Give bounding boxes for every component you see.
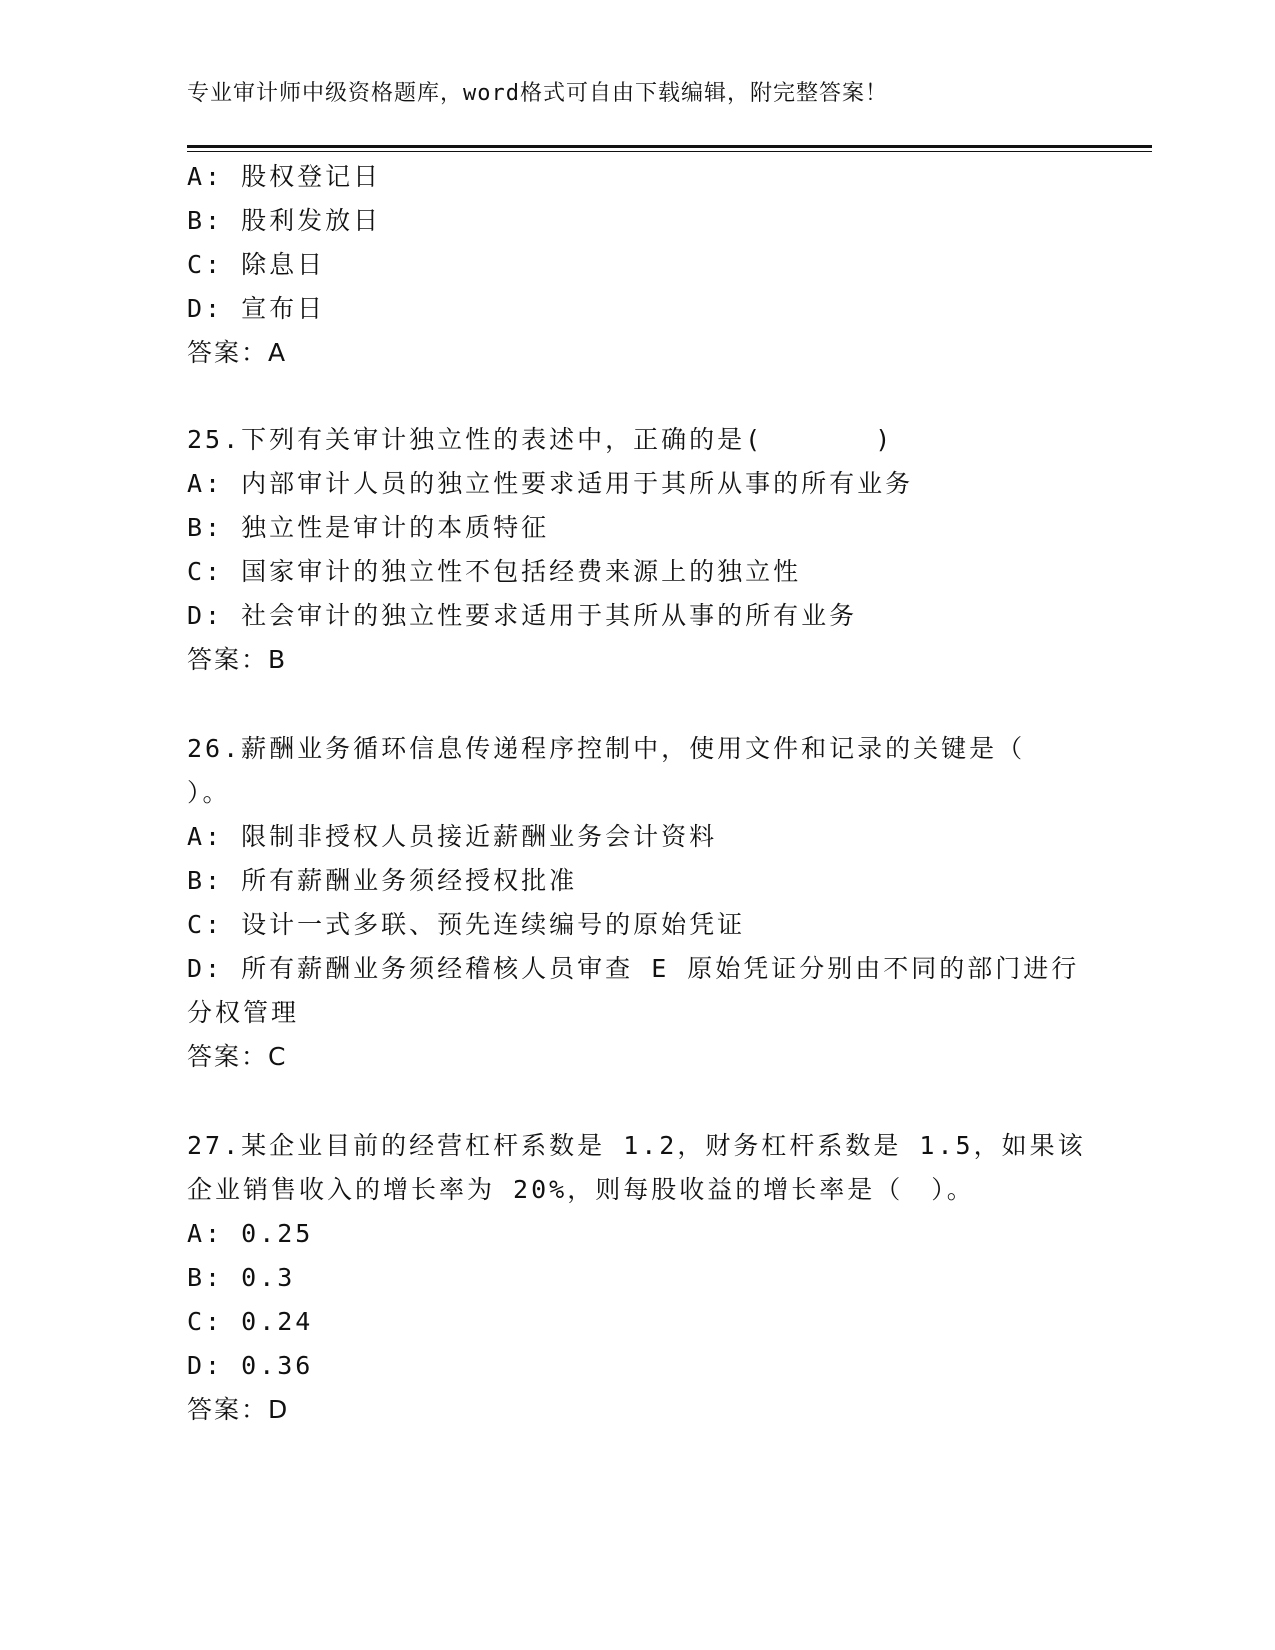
prev-answer: 答案：A xyxy=(187,338,288,367)
q25-option-a: A: 内部审计人员的独立性要求适用于其所从事的所有业务 xyxy=(187,469,914,498)
q25-option-c: C: 国家审计的独立性不包括经费来源上的独立性 xyxy=(187,557,802,586)
prev-option-d: D: 宣布日 xyxy=(187,294,326,323)
q26-stem-line-1: 26.薪酬业务循环信息传递程序控制中，使用文件和记录的关键是（ xyxy=(187,734,1026,763)
q26-option-c: C: 设计一式多联、预先连续编号的原始凭证 xyxy=(187,910,746,939)
header-rule-thin xyxy=(187,151,1152,152)
q26-option-a: A: 限制非授权人员接近薪酬业务会计资料 xyxy=(187,822,718,851)
prev-option-b: B: 股利发放日 xyxy=(187,206,382,235)
q26-option-b: B: 所有薪酬业务须经授权批准 xyxy=(187,866,578,895)
q25-answer: 答案：B xyxy=(187,645,288,674)
q27-option-c: C: 0.24 xyxy=(187,1307,314,1336)
q27-answer: 答案：D xyxy=(187,1395,290,1424)
q26-answer: 答案：C xyxy=(187,1042,288,1071)
q27-stem-line-2: 企业销售收入的增长率为 20%，则每股收益的增长率是（ ）。 xyxy=(187,1175,975,1204)
q27-option-b: B: 0.3 xyxy=(187,1263,296,1292)
q26-stem-line-2: ）。 xyxy=(187,778,231,807)
q27-stem-line-1: 27.某企业目前的经营杠杆系数是 1.2，财务杠杆系数是 1.5，如果该 xyxy=(187,1131,1086,1160)
q27-option-d: D: 0.36 xyxy=(187,1351,314,1380)
page-header: 专业审计师中级资格题库，word格式可自由下载编辑，附完整答案！ xyxy=(187,81,888,106)
q25-option-b: B: 独立性是审计的本质特征 xyxy=(187,513,550,542)
q26-option-d: D: 所有薪酬业务须经稽核人员审查 E 原始凭证分别由不同的部门进行 xyxy=(187,954,1080,983)
q25-stem-line-1: 25.下列有关审计独立性的表述中，正确的是( ) xyxy=(187,425,894,454)
q27-option-a: A: 0.25 xyxy=(187,1219,314,1248)
prev-option-a: A: 股权登记日 xyxy=(187,162,382,191)
header-rule-thick xyxy=(187,145,1152,148)
q26-option-d-cont: 分权管理 xyxy=(187,998,300,1027)
q25-option-d: D: 社会审计的独立性要求适用于其所从事的所有业务 xyxy=(187,601,858,630)
prev-option-c: C: 除息日 xyxy=(187,250,326,279)
